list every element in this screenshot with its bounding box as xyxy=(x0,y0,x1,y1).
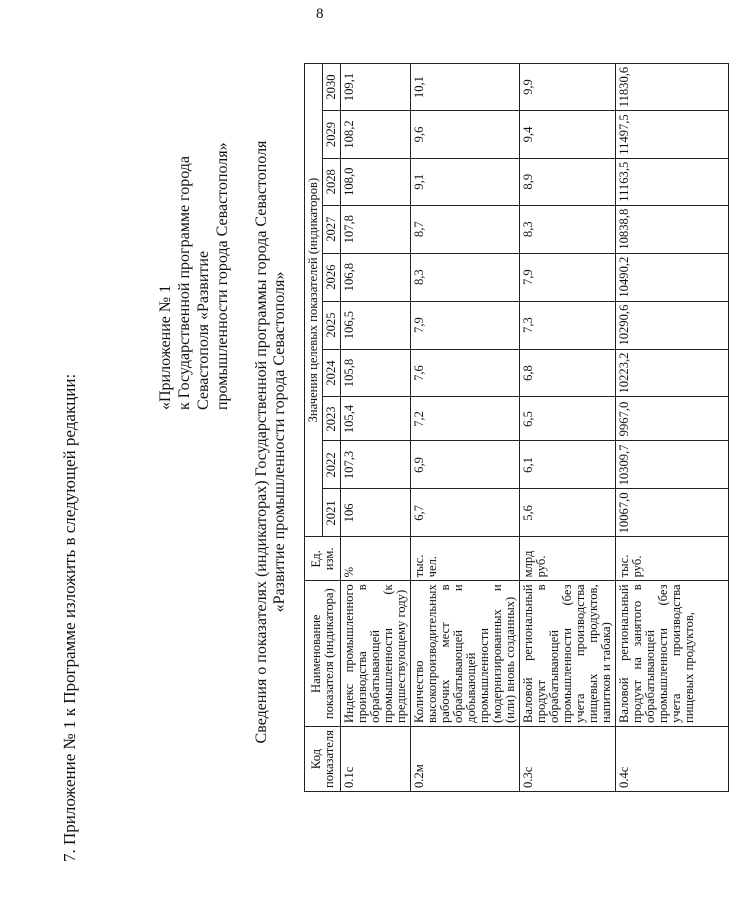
indicator-code: 0.3с xyxy=(520,727,616,792)
header-unit: Ед. изм. xyxy=(305,537,341,581)
indicator-value: 11830,6 xyxy=(616,63,729,110)
indicator-value: 10223,2 xyxy=(616,349,729,397)
indicator-value: 8,3 xyxy=(411,253,520,301)
indicator-code: 0.2м xyxy=(411,727,520,792)
header-year: 2028 xyxy=(323,158,341,205)
indicator-value: 6,1 xyxy=(520,441,616,489)
indicator-value: 8,7 xyxy=(411,205,520,253)
indicator-value: 6,8 xyxy=(520,349,616,397)
table-row xyxy=(520,63,616,791)
indicator-value: 6,9 xyxy=(411,441,520,489)
indicator-value: 6,7 xyxy=(411,489,520,537)
indicator-value: 10290,6 xyxy=(616,301,729,349)
indicator-unit: тыс. чел. xyxy=(411,537,520,581)
indicator-value: 107,3 xyxy=(341,441,411,489)
indicator-value: 6,5 xyxy=(520,397,616,441)
indicator-value: 106,8 xyxy=(341,253,411,301)
indicator-unit: млрд руб. xyxy=(520,537,616,581)
header-year: 2021 xyxy=(323,489,341,537)
indicator-value: 10309,7 xyxy=(616,441,729,489)
indicator-name: Валовой региональный продукт в обрабатывающей промышленности (без учета производства пищевых продуктов, напитков и табака) xyxy=(520,581,616,727)
indicator-value: 107,8 xyxy=(341,205,411,253)
indicator-value: 10067,0 xyxy=(616,489,729,537)
header-year: 2029 xyxy=(323,111,341,158)
rotated-content xyxy=(48,12,696,862)
indicator-code: 0.4с xyxy=(616,727,729,792)
indicator-value: 10,1 xyxy=(411,63,520,110)
indicator-value: 108,0 xyxy=(341,158,411,205)
page-number: 8 xyxy=(316,6,324,22)
header-year: 2027 xyxy=(323,205,341,253)
header-year: 2024 xyxy=(323,349,341,397)
indicator-code: 0.1с xyxy=(341,727,411,792)
indicators-table xyxy=(304,63,729,792)
header-code: Код показателя xyxy=(305,727,341,792)
indicator-value: 8,3 xyxy=(520,205,616,253)
header-name: Наименование показателя (индикатора) xyxy=(305,581,341,727)
indicator-value: 9,1 xyxy=(411,158,520,205)
table-row xyxy=(341,63,411,791)
indicator-value: 7,9 xyxy=(411,301,520,349)
intro-text: 7. Приложение № 1 к Программе изложить в следующей редакции: xyxy=(60,373,79,862)
indicator-value: 10838,8 xyxy=(616,205,729,253)
indicator-value: 5,6 xyxy=(520,489,616,537)
indicator-value: 7,6 xyxy=(411,349,520,397)
header-year: 2022 xyxy=(323,441,341,489)
header-year: 2026 xyxy=(323,253,341,301)
indicator-value: 108,2 xyxy=(341,111,411,158)
header-year: 2023 xyxy=(323,397,341,441)
indicator-value: 9,6 xyxy=(411,111,520,158)
indicator-unit: % xyxy=(341,537,411,581)
indicator-unit: тыс. руб. xyxy=(616,537,729,581)
indicator-value: 109,1 xyxy=(341,63,411,110)
indicator-value: 9967,0 xyxy=(616,397,729,441)
indicator-value: 11497,5 xyxy=(616,111,729,158)
indicator-value: 105,4 xyxy=(341,397,411,441)
table-row xyxy=(411,63,520,791)
indicator-value: 10490,2 xyxy=(616,253,729,301)
indicator-value: 106 xyxy=(341,489,411,537)
table-row xyxy=(616,63,729,791)
indicator-name: Индекс промышленного производства в обрабатывающей промышленности (к предшествующему году) xyxy=(341,581,411,727)
header-year: 2030 xyxy=(323,63,341,110)
table-title: Сведения о показателях (индикаторах) Государственной программы города Севастополя «Развитие промышленности города Севастополя» xyxy=(253,140,288,744)
header-values-group: Значения целевых показателей (индикаторов) xyxy=(305,63,323,537)
indicator-value: 9,4 xyxy=(520,111,616,158)
indicator-value: 106,5 xyxy=(341,301,411,349)
indicator-value: 7,2 xyxy=(411,397,520,441)
indicator-name: Количество высокопроизводительных рабочих мест в обрабатывающей и добывающей промышленности (модернизированных и (или) вновь созданных) xyxy=(411,581,520,727)
indicator-value: 8,9 xyxy=(520,158,616,205)
indicator-value: 9,9 xyxy=(520,63,616,110)
indicator-value: 7,3 xyxy=(520,301,616,349)
indicator-value: 105,8 xyxy=(341,349,411,397)
header-year: 2025 xyxy=(323,301,341,349)
indicator-value: 7,9 xyxy=(520,253,616,301)
indicator-value: 11163,5 xyxy=(616,158,729,205)
appendix-caption: «Приложение № 1 к Государственной программе города Севастополя «Развитие промышленности города Севастополя» xyxy=(157,142,231,410)
indicator-name: Валовой региональный продукт на занятого в обрабатывающей промышленности (без учета производства пищевых продуктов, xyxy=(616,581,729,727)
